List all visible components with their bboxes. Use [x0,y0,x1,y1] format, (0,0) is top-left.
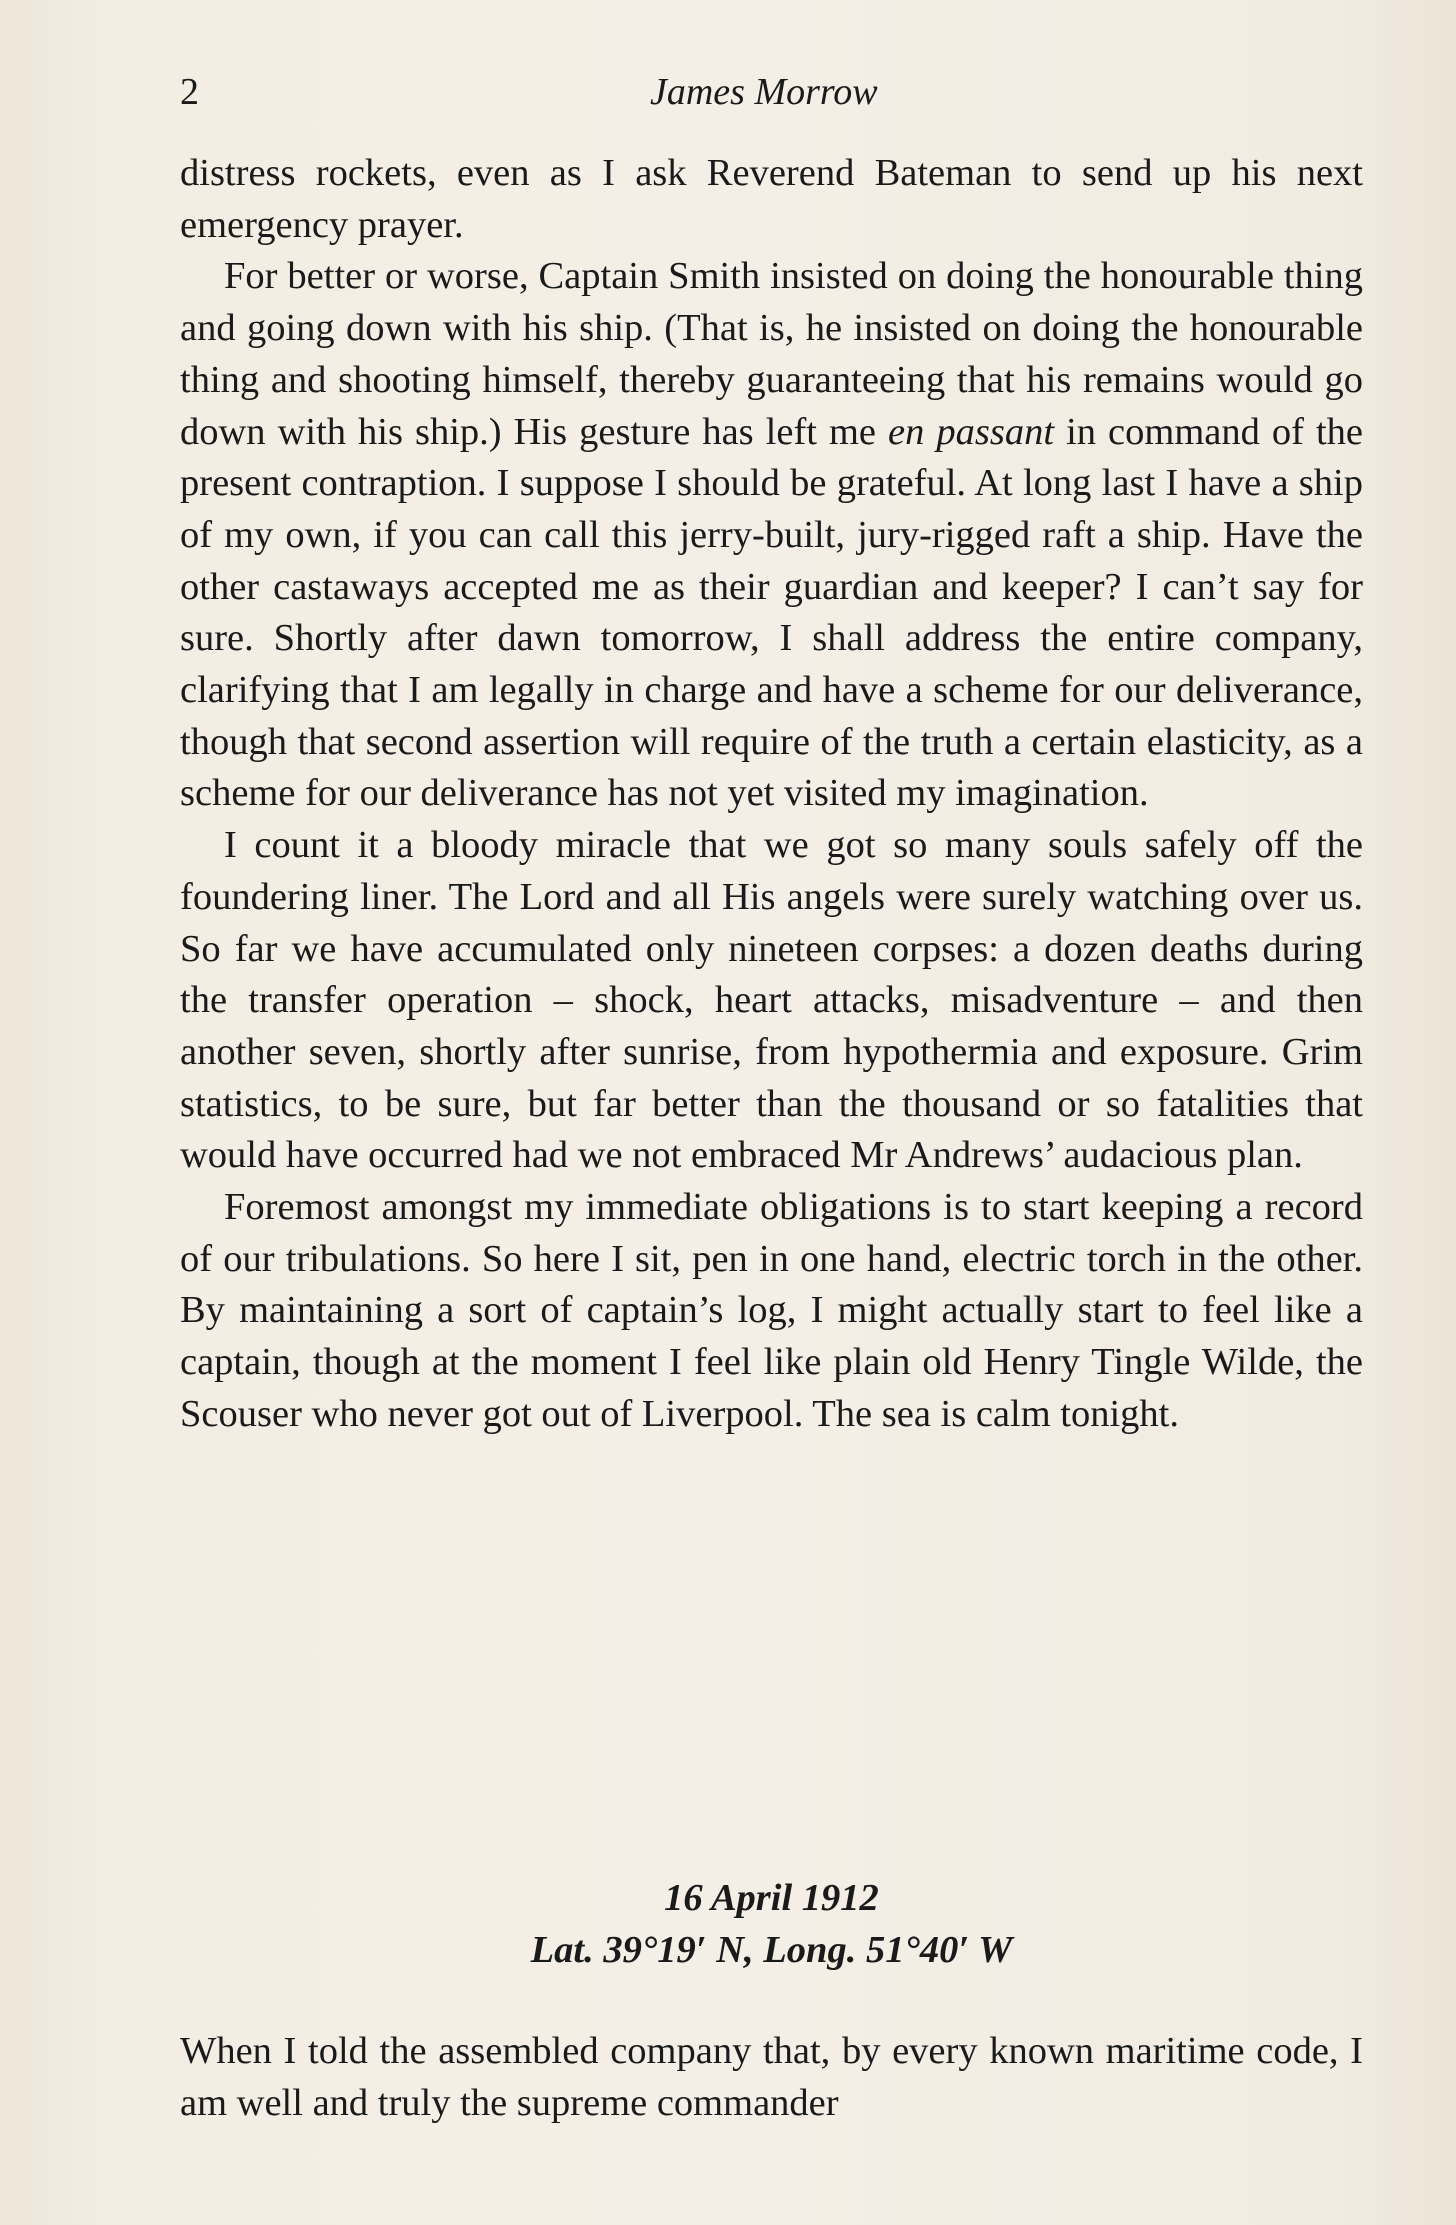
paragraph-3: I count it a bloody miracle that we got so many souls safely off the foundering liner. The Lord and all His angels were surely watching over us. So far we have accumulated only nineteen corpses: a dozen deaths during the transfer operation – shock, heart attacks, misadventure – and then another seven, shortly after sunrise, from hypothermia and exposure. Grim statistics, to be sure, but far better than the thousand or so fatalities that would have occurred had we not embraced Mr Andrews’ audacious plan. [180,824,1363,1177]
paragraph-2-italic-phrase: en passant [888,410,1055,453]
paragraph-5: When I told the assembled company that, by every known maritime code, I am well and truly the supreme commander [180,2030,1363,2124]
paragraph-4: Foremost amongst my immediate obligations is to start keeping a record of our tribulations. So here I sit, pen in one hand, electric torch in the other. By maintaining a sort of captain’s log, I might actually start to feel like a captain, though at the moment I feel like plain old Henry Tingle Wilde, the Scouser who never got out of Liverpool. The sea is calm tonight. [180,1186,1363,1435]
paragraph-1: distress rockets, even as I ask Reverend Bateman to send up his next emergency prayer. [180,152,1363,246]
closing-text [180,2026,1363,2129]
log-entry-date: 16 April 1912 [664,1877,879,1919]
log-entry-position: Lat. 39°19′ N, Long. 51°40′ W [530,1929,1013,1971]
paragraph-2-part-1: For better or worse, Captain Smith insisted on doing the honourable thing and going down with his ship. (That is, he insisted on doing the honourable thing and shooting himself, thereby guaranteeing that his remains would go down with his ship.) His gesture has left me [180,255,1363,453]
body-text [180,148,1363,1441]
paragraph-2 [180,251,1363,820]
paragraph-2-part-2: in command of the present contraption. I suppose I should be grateful. At long last I have a ship of my own, if you can call this jerry-built, jury-rigged raft a ship. Have the other castaways accepted me as their guardian and keeper? I can’t say for sure. Shortly after dawn tomorrow, I shall address the entire company, clarifying that I am legally in charge and have a scheme for our deliverance, though that second assertion will require of the truth a certain elasticity, as a scheme for our deliverance has not yet visited my imagination. [180,410,1364,815]
page-number: 2 [180,71,199,113]
running-head-author: James Morrow [650,71,878,113]
log-entry-heading [180,1872,1363,1976]
page-header [180,62,1360,122]
